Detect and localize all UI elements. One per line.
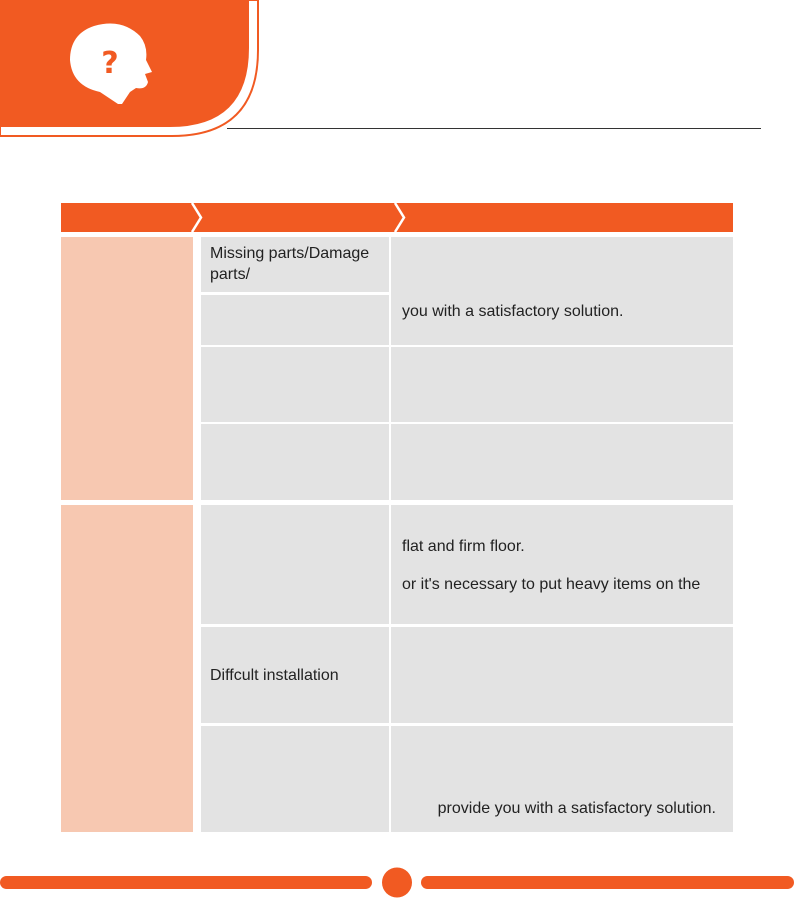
- svg-text:?: ?: [101, 46, 119, 81]
- footer-decoration: [0, 862, 794, 902]
- table-header-bar: [61, 203, 733, 232]
- solution-cell: [391, 347, 733, 422]
- solution-cell: [391, 505, 733, 624]
- solution-cell: [391, 726, 733, 832]
- problem-cell: [201, 726, 389, 832]
- solution-cell: [391, 627, 733, 723]
- problem-text: Diffcult installation: [210, 667, 339, 684]
- problem-cell: [201, 505, 389, 624]
- problem-text: Missing parts/Damage parts/: [210, 245, 370, 283]
- category-cell-1: [61, 237, 193, 500]
- category-cell-2: [61, 505, 193, 832]
- solution-text: or it's necessary to put heavy items on the: [402, 576, 701, 593]
- header-rule: [227, 128, 761, 129]
- solution-cell: [391, 237, 733, 345]
- corner-badge: [0, 0, 270, 142]
- solution-text: provide you with a satisfactory solution.: [437, 800, 716, 817]
- problem-cell: [201, 347, 389, 422]
- problem-cell: [201, 237, 389, 292]
- problem-cell: [201, 424, 389, 500]
- solution-text: you with a satisfactory solution.: [402, 303, 624, 320]
- solution-text: flat and firm floor.: [402, 538, 525, 555]
- page-number-circle: [382, 868, 412, 898]
- solution-cell: [391, 424, 733, 500]
- problem-cell: [201, 295, 389, 345]
- footer-bar-right: [421, 876, 794, 889]
- footer-bar-left: [0, 876, 372, 889]
- problem-cell: [201, 627, 389, 723]
